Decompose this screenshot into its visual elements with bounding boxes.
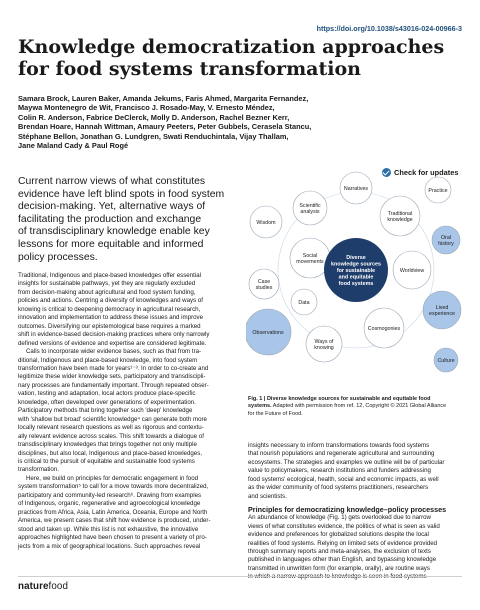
body-line: as the wider community of food systems practitioners, researchers	[248, 484, 429, 492]
bubble-label-case: Case	[257, 278, 271, 285]
body-line: and scientists.	[248, 492, 287, 500]
body-line: participatory and community-led research⁶. Drawing from examples	[18, 491, 202, 499]
check-updates-label: Check for updates	[394, 168, 459, 177]
body-line: stood and taken up. While this list is not exhaustive, the innovative	[18, 525, 199, 533]
body-line: ally relevant evidence across scales. This shift towards a dialogue of	[18, 432, 204, 440]
caption-label: Fig. 1 | Diverse knowledge sources for sustainable and equitable food	[248, 396, 431, 402]
body-line: published in languages other than English, and bypassing knowledge	[248, 556, 437, 564]
body-line: outcomes. Diversifying our epistemological base requires a marked	[18, 322, 201, 330]
title-line: for food systems transformation	[18, 58, 361, 80]
body-line: food systems' ecological, health, social and economic impacts, as well	[248, 475, 439, 483]
body-line: jects from a mix of geographical locations. Such approaches reveal	[18, 542, 201, 550]
bubble-label-oral: history	[438, 241, 454, 248]
body-line: legitimize these wider knowledge sets, participatory and transdiscipli-	[18, 373, 206, 381]
bubble-label-worldview: Worldview	[399, 268, 425, 274]
bubble-label-lived: Lived	[435, 304, 449, 311]
author-line[interactable]: Brendan Hoare, Hannah Wittman, Amaury Peeters, Peter Gubbels, Cerasela Stancu,	[18, 122, 312, 132]
body-line: system transformation⁵ to call for a move towards more decentralized,	[18, 483, 209, 491]
body-line: innovation and implementation to address these issues and improve	[18, 314, 204, 322]
body-line: vation, testing and adaptation, local actors produce place-specific	[18, 390, 196, 398]
author-line[interactable]: Maywa Montenegro de Wit, Francisco J. Rosado-May, V. Ernesto Méndez,	[18, 103, 275, 113]
footer-divider	[18, 576, 462, 577]
standfirst-line: evidence have left blind spots in food system	[18, 188, 225, 200]
bubble-label-social: movements	[296, 259, 324, 266]
body-line: insights for sustainable pathways, yet they are regularly excluded	[18, 280, 196, 288]
body-line: with 'shallow but broad' scientific knowledge⁴ can generate both more	[18, 415, 207, 423]
body-line: insights necessary to inform transformations towards food systems	[248, 442, 430, 449]
body-line: approaches highlighted have been chosen to present a variety of pro-	[18, 534, 207, 542]
caption-label: systems.	[248, 403, 272, 410]
body-line: transdisciplinary knowledges that brings together not only multiple	[18, 441, 197, 449]
center-node-label: Diverse	[346, 255, 366, 262]
bubble-label-cosmogonies: Cosmogonies	[367, 326, 401, 332]
body-line	[248, 573, 462, 581]
bubble-label-scientific: Scientific	[299, 202, 321, 209]
body-line: value to policymakers, research institutions and funders addressing	[248, 467, 431, 475]
body-line: realities of food systems. Relying on limited sets of evidence provided	[248, 539, 438, 547]
title-line: Knowledge democratization approaches	[18, 36, 445, 58]
figure-caption	[248, 396, 462, 418]
body-line: views of what constitutes evidence, the politics of what is seen as valid	[248, 522, 440, 530]
center-node-label: food systems	[338, 280, 374, 287]
body-column-right	[248, 442, 462, 582]
body-line: Participatory methods that bring together such 'deep' knowledge	[18, 407, 193, 415]
center-node-label: knowledge sources	[330, 261, 382, 268]
body-line: transmitted in unwritten form (for example, orally), are routine ways	[248, 564, 430, 572]
body-line: is critical to the pursuit of equitable and sustainable food systems	[18, 457, 195, 465]
author-line[interactable]: Samara Brock, Lauren Baker, Amanda Jekums, Faris Ahmed, Margarita Fernandez,	[18, 94, 309, 103]
bubble-label-wisdom: Wisdom	[256, 220, 276, 226]
body-line: Traditional, Indigenous and place-based knowledges offer essential	[18, 272, 201, 279]
bubble-label-scientific: analysis	[300, 209, 320, 216]
figure-knowledge-sources	[246, 166, 464, 388]
standfirst-line: Current narrow views of what constitutes	[18, 176, 206, 187]
standfirst-line: facilitating the production and exchange	[18, 213, 202, 225]
body-column-left	[18, 272, 230, 551]
body-line: practices from Africa, Asia, Latin America, Oceania, Europe and North	[18, 508, 208, 516]
journal-logo-bold: nature	[18, 581, 49, 592]
bubble-diagram	[246, 166, 464, 388]
body-line: transformation.	[18, 466, 59, 474]
body-line: disciplines, but also local, Indigenous and place-based knowledges,	[18, 449, 202, 457]
bubble-label-narratives: Narratives	[343, 186, 369, 192]
journal-logo[interactable]	[18, 581, 68, 592]
center-node-label: for sustainable	[336, 268, 376, 274]
doi-link[interactable]: https://doi.org/10.1038/s43016-024-00966-3	[316, 24, 462, 33]
author-line[interactable]: Colin R. Anderson, Fabrice DeClerck, Molly D. Anderson, Rachel Bezner Kerr,	[18, 112, 290, 122]
body-line: nary processes are fundamentally important. Through repeated obser-	[18, 381, 209, 389]
body-line: ditional, Indigenous and place-based knowledge, into food system	[18, 356, 198, 364]
body-line: evidence and preferences for globalized solutions despite the local	[248, 531, 429, 539]
body-line: from decision-making about agricultural and food system funding,	[18, 288, 196, 296]
standfirst-line: decision-making. Yet, alternative ways of	[18, 201, 206, 213]
bubble-label-observations: Observations	[252, 330, 284, 336]
bubble-label-practice: Practice	[428, 188, 448, 194]
bubble-label-culture: Culture	[437, 358, 455, 364]
bubble-label-case: studies	[255, 285, 273, 292]
bubble-label-social: Social	[302, 252, 318, 259]
standfirst-line: lessons for more equitable and informed	[18, 238, 204, 250]
body-line: An abundance of knowledge (Fig. 1) gets overlooked due to narrow	[248, 514, 431, 522]
bubble-label-ways: Ways of	[314, 338, 334, 345]
body-line: policies and actions. Centring a diversity of knowledges and ways of	[18, 297, 204, 305]
author-list	[18, 94, 348, 150]
body-line: transformation have been made for years¹⁻³. In order to co-create and	[18, 364, 209, 372]
body-line: ecosystems. The strategies and examples we outline will be of particular	[248, 458, 445, 466]
standfirst-line: of transdisciplinary knowledge enable key	[18, 226, 210, 238]
section-heading: Principles for democratizing knowledge–policy processes	[248, 505, 447, 515]
body-line: that nourish populations and regenerate agricultural and surrounding	[248, 450, 435, 458]
body-line: knowledge, often developed over generations of experimentation.	[18, 398, 196, 406]
bubble-label-traditional: knowledge	[387, 217, 413, 224]
caption-text: Adapted with permission from ref. 12, Copyright © 2021 Global Alliance	[271, 403, 447, 410]
author-line[interactable]: Jane Maland Cady & Paul Rogé	[18, 141, 129, 151]
article-title	[18, 36, 458, 80]
standfirst-line: policy processes.	[18, 251, 98, 263]
body-line: locally relevant research questions as well as rigorous and contextu-	[18, 424, 204, 432]
body-line: of Indigenous, organic, regenerative and agroecological knowledge	[18, 500, 201, 508]
body-line: through summary reports and meta-analyses, the exclusion of texts	[248, 547, 431, 555]
bubble-label-traditional: Traditional	[387, 210, 413, 217]
journal-logo-light: food	[48, 581, 69, 592]
body-line: defined versions of evidence and expertise are considered legitimate.	[18, 339, 207, 347]
body-line: America, we present cases that shift how evidence is produced, under-	[18, 517, 211, 525]
bubble-label-data: Data	[298, 300, 310, 306]
body-line: Calls to incorporate wider evidence bases, such as that from tra-	[26, 348, 202, 356]
caption-text: for the Future of Food.	[248, 410, 303, 417]
body-line: shift in evidence-based decision-making practices where only narrowly	[18, 331, 210, 339]
author-line[interactable]: Stéphane Bellon, Jonathan G. Lundgren, Swati Renduchintala, Vijay Thallam,	[18, 131, 289, 141]
bubble-label-ways: knowing	[314, 345, 334, 352]
body-line: knowing is critical to deepening democracy in agricultural research,	[18, 305, 201, 313]
body-line: Here, we build on principles for democratic engagement in food	[26, 474, 199, 482]
center-node-label: and equitable	[338, 274, 374, 281]
bubble-label-lived: experience	[429, 311, 455, 318]
bubble-label-oral: Oral	[440, 234, 452, 241]
standfirst	[18, 176, 230, 264]
